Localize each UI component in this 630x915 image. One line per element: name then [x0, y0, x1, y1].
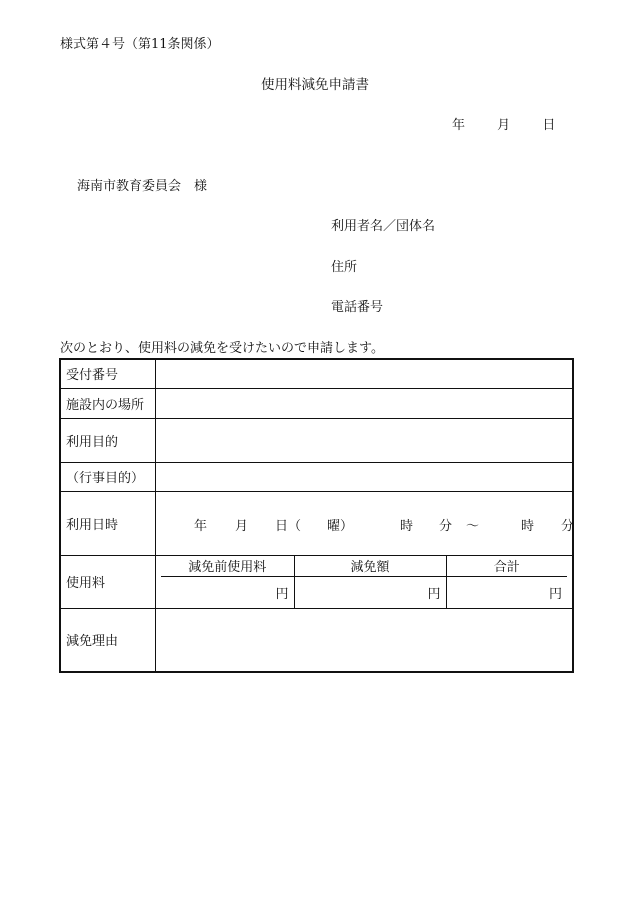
fee-field	[156, 555, 574, 608]
datetime-day-open: 日（	[275, 518, 302, 534]
yen-unit: 円	[275, 586, 289, 602]
datetime-minute-end: 分	[561, 518, 575, 534]
row-event-purpose	[60, 462, 573, 491]
reason-field[interactable]	[156, 608, 574, 672]
date-month-label: 月	[497, 118, 511, 133]
datetime-label: 利用日時	[60, 491, 156, 555]
datetime-year: 年	[194, 518, 208, 534]
purpose-field[interactable]	[156, 418, 574, 462]
date-year-label: 年	[452, 118, 466, 133]
yen-unit: 円	[427, 586, 441, 602]
datetime-hour-start: 時	[400, 518, 414, 534]
row-facility-place	[60, 388, 573, 418]
facility-place-field[interactable]	[156, 388, 574, 418]
row-purpose	[60, 418, 573, 462]
datetime-tilde: ～	[466, 518, 480, 534]
fee-before-field[interactable]	[161, 576, 294, 608]
row-datetime	[60, 491, 573, 555]
reception-number-label: 受付番号	[60, 359, 156, 388]
reason-label: 減免理由	[60, 608, 156, 672]
date-day-label: 日	[542, 118, 556, 133]
fee-label: 使用料	[60, 555, 156, 608]
datetime-field[interactable]	[156, 491, 574, 555]
facility-place-label: 施設内の場所	[60, 388, 156, 418]
datetime-hour-end: 時	[521, 518, 535, 534]
yen-unit: 円	[548, 586, 562, 602]
applicant-phone-label: 電話番号	[331, 300, 384, 315]
fee-total-header: 合計	[446, 556, 567, 577]
event-purpose-field[interactable]	[156, 462, 574, 491]
application-statement: 次のとおり、使用料の減免を受けたいので申請します。	[60, 341, 384, 356]
fee-total-field[interactable]	[446, 576, 567, 608]
fee-subtable	[161, 556, 567, 608]
application-form-table	[59, 358, 574, 673]
row-reason	[60, 608, 573, 672]
applicant-address-label: 住所	[331, 260, 358, 275]
datetime-minute-start: 分	[439, 518, 453, 534]
datetime-weekday: 曜）	[327, 518, 354, 534]
row-fee	[60, 555, 573, 608]
fee-before-header: 減免前使用料	[161, 556, 294, 577]
fee-reduction-header: 減免額	[294, 556, 446, 577]
row-reception-number	[60, 359, 573, 388]
purpose-label: 利用目的	[60, 418, 156, 462]
datetime-month: 月	[235, 518, 249, 534]
application-date	[452, 118, 555, 134]
fee-reduction-field[interactable]	[294, 576, 446, 608]
form-number: 様式第４号（第11条関係）	[60, 37, 220, 52]
addressee: 海南市教育委員会 様	[77, 179, 208, 194]
applicant-name-label: 利用者名／団体名	[331, 219, 436, 234]
event-purpose-label: （行事目的）	[60, 462, 156, 491]
reception-number-field[interactable]	[156, 359, 574, 388]
document-title: 使用料減免申請書	[261, 77, 369, 93]
